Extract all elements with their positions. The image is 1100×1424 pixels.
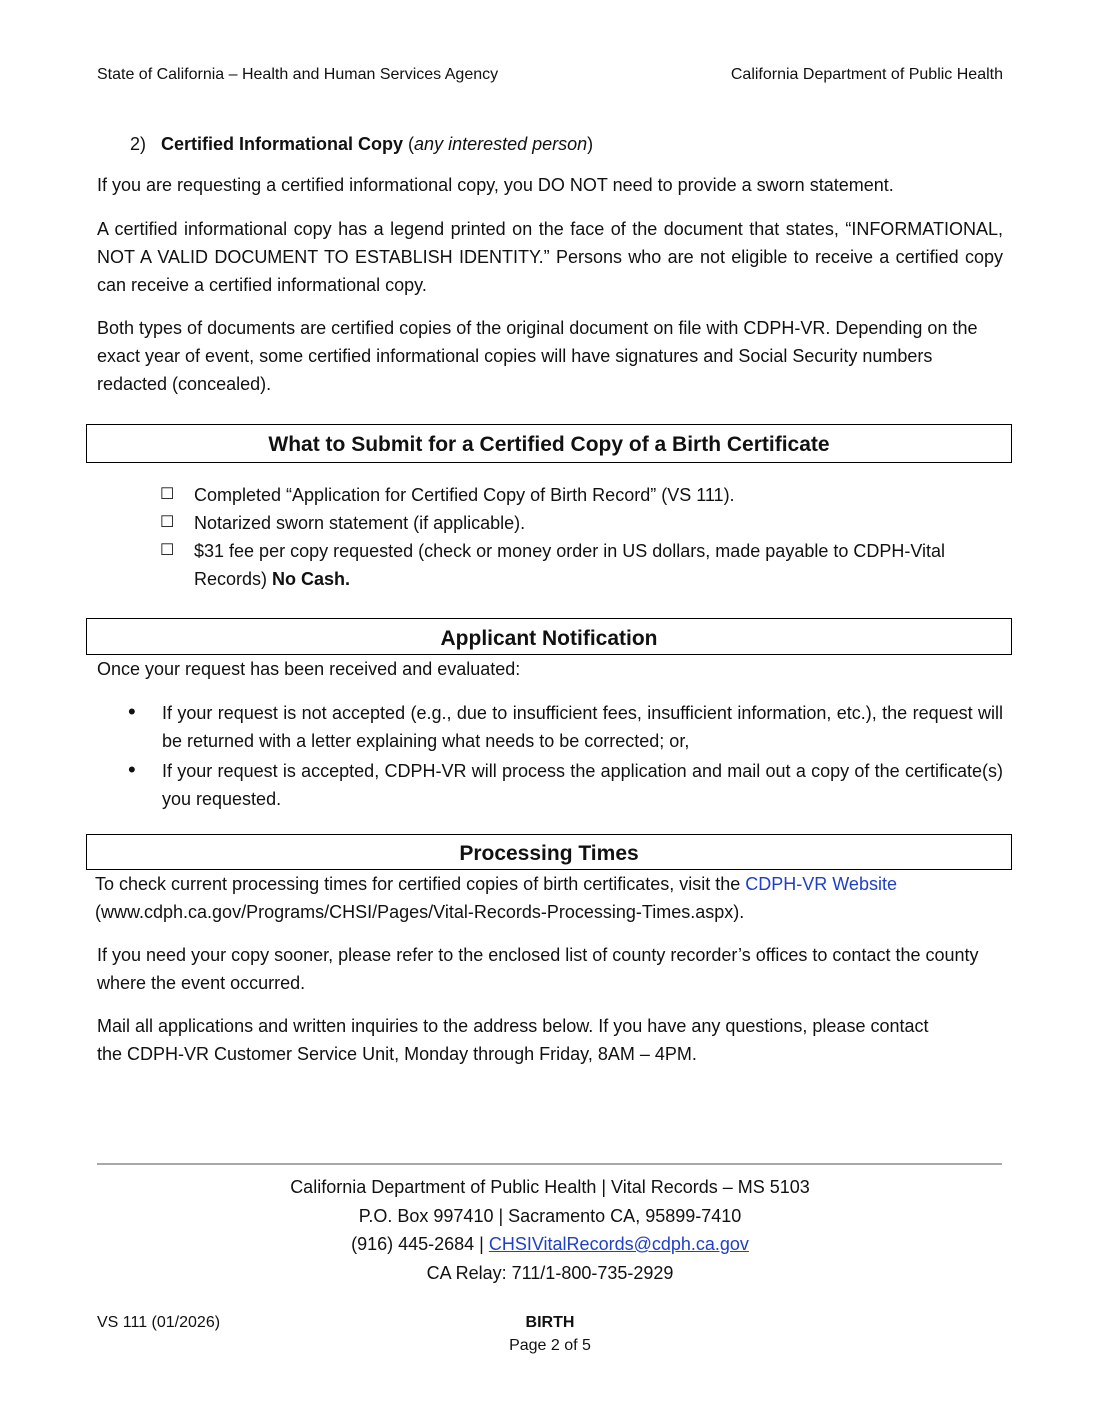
form-type: BIRTH bbox=[525, 1314, 575, 1331]
footer-relay: CA Relay: 711/1-800-735-2929 bbox=[426, 1262, 674, 1283]
submit-checklist bbox=[160, 481, 980, 593]
paragraph-mail-applications: Mail all applications and written inquiries to the address below. If you have any questions, please contact the CDPH-VR Customer Service Unit, Monday through Friday, 8AM – 4PM. bbox=[97, 1016, 929, 1064]
processing-times-url: (www.cdph.ca.gov/Programs/CHSI/Pages/Vital-Records-Processing-Times.aspx). bbox=[95, 902, 745, 922]
checkbox-icon: ☐ bbox=[160, 486, 175, 503]
paren-close: ) bbox=[587, 134, 594, 154]
footer-po-box: P.O. Box 997410 | Sacramento CA, 95899-7410 bbox=[358, 1205, 742, 1226]
footer-address-line: California Department of Public Health | Vital Records – MS 5103 bbox=[290, 1177, 810, 1197]
bullet-text: If your request is not accepted (e.g., due to insufficient fees, insufficient information, etc.), the request will be returned with a letter explaining what needs to be corrected; or, bbox=[162, 703, 1003, 751]
checklist-item-text-wrap bbox=[194, 537, 980, 593]
paragraph-legend: A certified informational copy has a legend printed on the face of the document that states, “INFORMATIONAL, NOT A VALID DOCUMENT TO ESTABLISH IDENTITY.” Persons who are not eligible to receive a certified copy can receive a certified informational copy. bbox=[97, 219, 1003, 295]
bullet-item bbox=[128, 699, 1003, 755]
header-department: California Department of Public Health bbox=[730, 66, 1003, 83]
notification-intro: Once your request has been received and evaluated: bbox=[97, 659, 521, 679]
paren-open: ( bbox=[403, 134, 415, 154]
paragraph-copy-sooner: If you need your copy sooner, please refer to the enclosed list of county recorder’s offices to contact the county where the event occurred. bbox=[97, 945, 979, 993]
section-heading-processing-times: Processing Times bbox=[86, 834, 1012, 870]
item-qualifier: any interested person bbox=[414, 134, 588, 154]
checkbox-icon: ☐ bbox=[160, 542, 175, 559]
item-number: 2) bbox=[130, 134, 147, 154]
checklist-item bbox=[160, 481, 980, 509]
processing-times-text: To check current processing times for certified copies of birth certificates, visit the bbox=[95, 874, 746, 894]
bullet-icon: • bbox=[128, 699, 136, 724]
section-heading-applicant-notification: Applicant Notification bbox=[86, 618, 1012, 655]
checkbox-icon: ☐ bbox=[160, 514, 175, 531]
footer-contact bbox=[0, 1173, 1100, 1287]
footer-divider bbox=[97, 1163, 1002, 1165]
page-number: Page 2 of 5 bbox=[509, 1337, 591, 1354]
checklist-item-text: Completed “Application for Certified Copy of Birth Record” (VS 111). bbox=[194, 485, 735, 505]
footer-phone-email bbox=[0, 1230, 1100, 1259]
form-id: VS 111 (01/2026) bbox=[97, 1314, 221, 1331]
bullet-text: If your request is accepted, CDPH-VR will process the application and mail out a copy of the certificate(s) you requested. bbox=[162, 761, 1003, 809]
checklist-item-text: Notarized sworn statement (if applicable). bbox=[194, 513, 526, 533]
item-title: Certified Informational Copy bbox=[161, 134, 404, 154]
paragraph-both-types: Both types of documents are certified copies of the original document on file with CDPH-VR. Depending on the exact year of event, some certified informational copies will have signatures and Social Security numbers redacted (concealed). bbox=[97, 318, 978, 394]
section-heading-what-to-submit: What to Submit for a Certified Copy of a Birth Certificate bbox=[86, 424, 1012, 463]
checklist-item bbox=[160, 537, 980, 593]
no-cash-note: No Cash. bbox=[272, 569, 351, 589]
notification-bullets bbox=[128, 699, 1003, 815]
item-2-heading bbox=[130, 130, 593, 158]
bullet-item bbox=[128, 757, 1003, 813]
cdph-vr-website-link[interactable]: CDPH-VR Website bbox=[745, 874, 897, 894]
checklist-item bbox=[160, 509, 980, 537]
bullet-icon: • bbox=[128, 757, 136, 782]
checklist-item-text: $31 fee per copy requested (check or money order in US dollars, made payable to CDPH-Vital Records) bbox=[194, 541, 946, 589]
footer-phone: (916) 445-2684 | bbox=[351, 1234, 489, 1254]
processing-times-paragraph bbox=[95, 870, 1005, 926]
paragraph-no-sworn-statement: If you are requesting a certified informational copy, you DO NOT need to provide a sworn statement. bbox=[97, 175, 894, 195]
header-agency: State of California – Health and Human Services Agency bbox=[97, 66, 499, 83]
email-link[interactable]: CHSIVitalRecords@cdph.ca.gov bbox=[488, 1234, 749, 1254]
